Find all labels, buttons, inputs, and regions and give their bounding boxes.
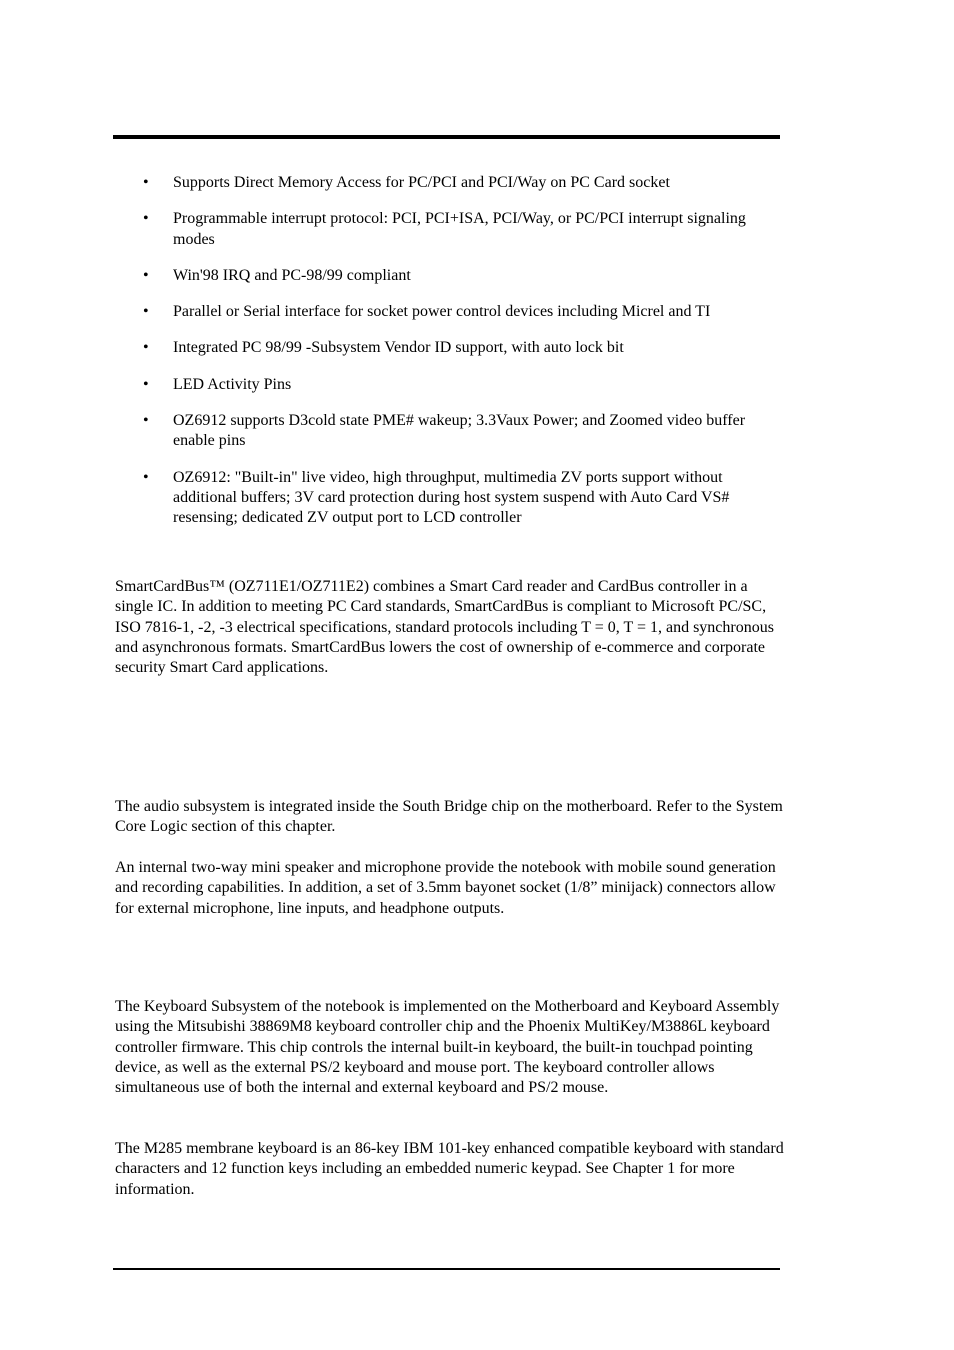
bullet-dot: •: [143, 266, 149, 284]
bullet-text: Supports Direct Memory Access for PC/PCI and PCI/Way on PC Card socket: [173, 174, 670, 191]
bullet-text: LED Activity Pins: [173, 375, 292, 393]
audio-paragraph-2: An internal two-way mini speaker and microphone provide the notebook with mobile sound generation and recording capabilities. In addition, a set of 3.5mm bayonet socket (1/8” minijack) connectors allow for external microphone, line inputs, and headphone outputs.: [115, 859, 776, 917]
bullet-item: [140, 411, 785, 452]
bullet-text: Programmable interrupt protocol: PCI, PCI+ISA, PCI/Way, or PC/PCI interrupt signaling modes: [173, 210, 746, 248]
header-rule: [113, 135, 780, 139]
keyboard-paragraph-2: The M285 membrane keyboard is an 86-key IBM 101-key enhanced compatible keyboard with standard characters and 12 function keys including an embedded numeric keypad. See Chapter 1 for more information.: [115, 1140, 784, 1198]
bullet-dot: •: [143, 210, 149, 228]
bullet-dot: •: [143, 375, 149, 393]
bullet-item: [140, 468, 785, 529]
feature-bullet-list: [140, 173, 785, 545]
bullet-item: [140, 375, 785, 395]
bullet-item: [140, 266, 785, 286]
bullet-item: [140, 302, 785, 322]
bullet-text: Win'98 IRQ and PC-98/99 compliant: [173, 266, 411, 284]
keyboard-paragraph-1: The Keyboard Subsystem of the notebook is implemented on the Motherboard and Keyboard Assembly using the Mitsubishi 38869M8 keyboard controller chip and the Phoenix MultiKey/M3886L keyboard controller firmware. This chip controls the internal built-in keyboard, the built-in touchpad pointing device, as well as the external PS/2 keyboard and mouse port. The keyboard controller allows simultaneous use of both the internal and external keyboard and PS/2 mouse.: [115, 998, 780, 1097]
bullet-text: Parallel or Serial interface for socket power control devices including Micrel and TI: [173, 303, 711, 321]
footer-rule: [113, 1268, 780, 1270]
bullet-dot: •: [143, 468, 149, 486]
bullet-text: OZ6912 supports D3cold state PME# wakeup; 3.3Vaux Power; and Zoomed video buffer enable pins: [173, 412, 746, 450]
bullet-text: Integrated PC 98/99 -Subsystem Vendor ID support, with auto lock bit: [173, 339, 624, 357]
bullet-dot: •: [143, 303, 149, 321]
bullet-text: OZ6912: "Built-in" live video, high throughput, multimedia ZV ports support without additional buffers; 3V card protection during host system suspend with Auto Card VS# resensing; dedicated ZV output port to LCD controller: [173, 468, 730, 527]
bullet-dot: •: [143, 174, 149, 191]
bullet-item: [140, 173, 785, 193]
audio-paragraph-1: The audio subsystem is integrated inside the South Bridge chip on the motherboard. Refer to the System Core Logic section of this chapter.: [115, 798, 783, 836]
bullet-item: [140, 209, 785, 250]
bullet-dot: •: [143, 339, 149, 357]
bullet-dot: •: [143, 412, 149, 430]
smartcardbus-paragraph: SmartCardBus™ (OZ711E1/OZ711E2) combines a Smart Card reader and CardBus controller in a single IC. In addition to meeting PC Card standards, SmartCardBus is compliant to Microsoft PC/SC, ISO 7816-1, -2, -3 electrical specifications, standard protocols including T = 0, T = 1, and synchronous and asynchronous formats. SmartCardBus lowers the cost of ownership of e-commerce and corporate security Smart Card applications.: [115, 578, 774, 677]
bullet-item: [140, 338, 785, 358]
